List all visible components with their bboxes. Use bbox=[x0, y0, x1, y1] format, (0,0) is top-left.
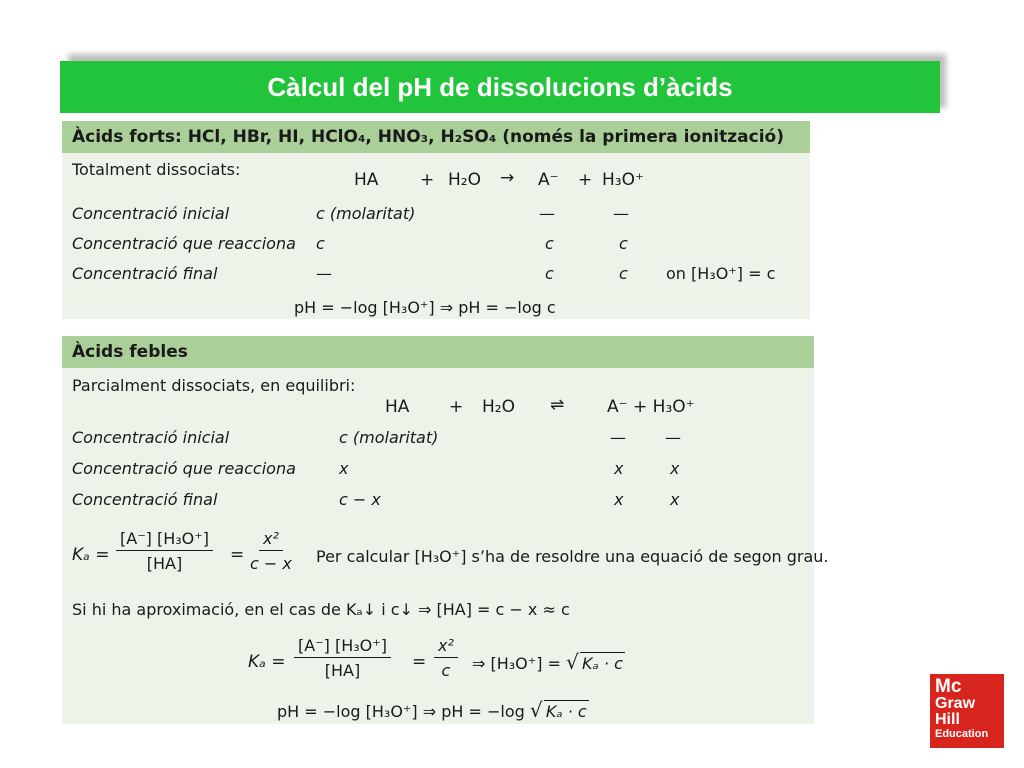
ka2-result-prefix: ⇒ [H₃O⁺] = bbox=[472, 654, 561, 673]
ka-denominator: [HA] bbox=[146, 554, 183, 573]
weak-row-ha: c − x bbox=[339, 490, 381, 509]
strong-row-label: Concentració que reacciona bbox=[72, 234, 296, 253]
ka2-numerator-x: x² bbox=[434, 636, 458, 658]
weak-intro: Parcialment dissociats, en equilibri: bbox=[72, 376, 356, 395]
sqrt-icon: √ bbox=[566, 650, 579, 674]
ka2-equals: = bbox=[412, 652, 427, 672]
weak-row-ha: x bbox=[339, 459, 349, 478]
strong-note: on [H₃O⁺] = c bbox=[666, 264, 776, 283]
mcgraw-hill-logo bbox=[930, 674, 1004, 748]
strong-eq-anion: A⁻ bbox=[538, 170, 559, 190]
weak-row-anion: x bbox=[614, 490, 624, 509]
strong-acids-heading: Àcids forts: HCl, HBr, HI, HClO₄, HNO₃, H₂SO₄ (només la primera ionització) bbox=[62, 121, 810, 153]
weak-ph-prefix: pH = −log [H₃O⁺] ⇒ pH = −log bbox=[277, 702, 525, 721]
strong-row-hydronium: — bbox=[613, 204, 629, 223]
weak-row-ha: c (molaritat) bbox=[339, 428, 439, 447]
sqrt-ka-c bbox=[566, 652, 625, 673]
weak-row-hydronium: x bbox=[670, 490, 680, 509]
ka-denominator-x: c − x bbox=[250, 554, 292, 573]
logo-line4: Education bbox=[935, 728, 989, 740]
weak-eq-arrow: ⇌ bbox=[550, 395, 565, 415]
weak-row-anion: x bbox=[614, 459, 624, 478]
strong-row-hydronium: c bbox=[619, 234, 628, 253]
strong-row-ha: c bbox=[316, 234, 325, 253]
ka-numerator: [A⁻] [H₃O⁺] bbox=[116, 529, 213, 551]
strong-acids-panel bbox=[62, 121, 810, 319]
weak-eq-products: A⁻ + H₃O⁺ bbox=[607, 397, 695, 417]
weak-acids-panel bbox=[62, 336, 829, 724]
ph-sqrt-content: Kₐ · c bbox=[545, 702, 587, 721]
ka2-fraction-x bbox=[434, 636, 458, 680]
ka-equals: = bbox=[230, 545, 245, 565]
ka-fraction bbox=[116, 529, 213, 573]
ka2-numerator: [A⁻] [H₃O⁺] bbox=[294, 636, 391, 658]
ka2-fraction bbox=[294, 636, 391, 680]
logo-line3: Hill bbox=[935, 711, 960, 728]
weak-row-label: Concentració que reacciona bbox=[72, 459, 296, 478]
ka2-denominator-x: c bbox=[441, 661, 451, 680]
weak-eq-water: H₂O bbox=[482, 397, 515, 417]
strong-eq-plus2: + bbox=[578, 170, 593, 190]
strong-eq-hydronium: H₃O⁺ bbox=[602, 170, 644, 190]
strong-ph-formula: pH = −log [H₃O⁺] ⇒ pH = −log c bbox=[294, 298, 556, 317]
strong-eq-ha: HA bbox=[354, 170, 379, 190]
strong-row-anion: — bbox=[539, 204, 555, 223]
weak-eq-ha: HA bbox=[385, 397, 410, 417]
logo-line2: Graw bbox=[935, 695, 976, 712]
approximation-text: Si hi ha aproximació, en el cas de Kₐ↓ i c↓ ⇒ [HA] = c − x ≈ c bbox=[72, 600, 570, 619]
weak-row-hydronium: — bbox=[665, 428, 681, 447]
ka2-symbol: Kₐ = bbox=[248, 652, 286, 672]
strong-row-anion: c bbox=[545, 234, 554, 253]
weak-acids-heading: Àcids febles bbox=[62, 336, 814, 368]
logo-line1: Mc bbox=[935, 676, 962, 697]
weak-row-anion: — bbox=[610, 428, 626, 447]
strong-row-anion: c bbox=[545, 264, 554, 283]
weak-row-label: Concentració inicial bbox=[72, 428, 230, 447]
strong-eq-water: H₂O bbox=[448, 170, 481, 190]
weak-row-label: Concentració final bbox=[72, 490, 218, 509]
strong-row-label: Concentració inicial bbox=[72, 204, 230, 223]
sqrt-icon: √ bbox=[529, 698, 543, 722]
ph-sqrt-ka-c bbox=[530, 700, 589, 721]
weak-row-hydronium: x bbox=[670, 459, 680, 478]
strong-eq-arrow: → bbox=[500, 168, 515, 188]
weak-eq-plus1: + bbox=[449, 397, 464, 417]
strong-row-label: Concentració final bbox=[72, 264, 218, 283]
weak-ph-formula bbox=[277, 700, 589, 721]
ka-symbol: Kₐ = bbox=[72, 545, 110, 565]
sqrt-content: Kₐ · c bbox=[582, 654, 623, 673]
strong-row-ha: c (molaritat) bbox=[316, 204, 416, 223]
ka2-result bbox=[472, 652, 625, 673]
strong-row-ha: — bbox=[316, 264, 332, 283]
ka-numerator-x: x² bbox=[259, 529, 283, 551]
ka2-denominator: [HA] bbox=[324, 661, 361, 680]
strong-intro: Totalment dissociats: bbox=[72, 160, 241, 179]
strong-row-hydronium: c bbox=[619, 264, 628, 283]
slide-title: Càlcul del pH de dissolucions d’àcids bbox=[60, 61, 940, 113]
ka-fraction-x bbox=[250, 529, 292, 573]
ka-explanation: Per calcular [H₃O⁺] s’ha de resoldre una equació de segon grau. bbox=[316, 547, 829, 566]
strong-eq-plus1: + bbox=[420, 170, 435, 190]
